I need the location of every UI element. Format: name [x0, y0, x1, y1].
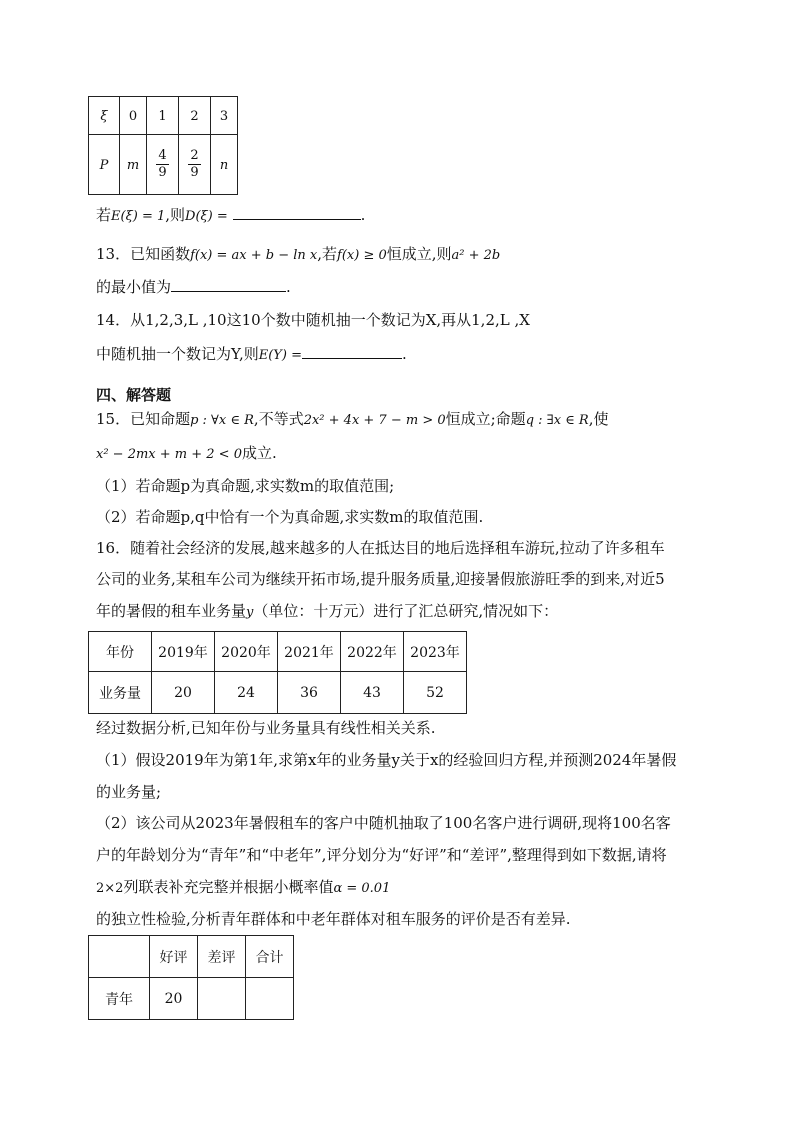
- cell-2: 2: [179, 97, 211, 135]
- cell-two-ninths: $\frac{2}{9}$: [179, 135, 211, 195]
- cell-four-ninths: $\frac{4}{9}$: [147, 135, 179, 195]
- q16-line1: 16．随着社会经济的发展,越来越多的人在抵达目的地后选择租车游玩,拉动了许多租车: [96, 539, 665, 557]
- header-2023: 2023年: [404, 632, 467, 672]
- q12-tail: 若E(ξ) = 1,则D(ξ) = .: [96, 206, 366, 224]
- value-2022: 43: [341, 672, 404, 714]
- cell-0: 0: [120, 97, 147, 135]
- cell-m: m: [120, 135, 147, 195]
- header-total: 合计: [246, 936, 294, 978]
- header-blank: [89, 936, 150, 978]
- value-2021: 36: [278, 672, 341, 714]
- q16-line2: 公司的业务,某租车公司为继续开拓市场,提升服务质量,迎接暑假旅游旺季的到来,对近5: [96, 570, 665, 588]
- cell-n: n: [211, 135, 238, 195]
- value-2023: 52: [404, 672, 467, 714]
- q15-line2: x² − 2mx + m + 2 < 0成立.: [96, 444, 277, 462]
- q16-after-table: 经过数据分析,已知年份与业务量具有线性相关关系.: [96, 719, 436, 737]
- q15-sub1: （1）若命题p为真命题,求实数m的取值范围;: [96, 477, 395, 495]
- q16-sub2-line2: 户的年龄划分为“青年”和“中老年”,评分划分为“好评”和“差评”,整理得到如下数据,请将: [96, 846, 667, 864]
- q16-sub2-line4: 的独立性检验,分析青年群体和中老年群体对租车服务的评价是否有差异.: [96, 910, 571, 928]
- q15-sub2: （2）若命题p,q中恰有一个为真命题,求实数m的取值范围.: [96, 508, 484, 526]
- cell-1: 1: [147, 97, 179, 135]
- q16-sub1-line2: 的业务量;: [96, 783, 162, 801]
- q15-line1: 15．已知命题p : ∀x ∈ R,不等式2x² + 4x + 7 − m > 0恒成立;命题q : ∃x ∈ R,使: [96, 410, 609, 428]
- header-2019: 2019年: [152, 632, 215, 672]
- answer-blank: [171, 277, 286, 292]
- answer-blank: [302, 344, 402, 359]
- header-2020: 2020年: [215, 632, 278, 672]
- cell-p: P: [89, 135, 120, 195]
- q14-line2: 中随机抽一个数记为Y,则E(Y) = .: [96, 345, 407, 363]
- header-good: 好评: [150, 936, 198, 978]
- cell-3: 3: [211, 97, 238, 135]
- q16-line3: 年的暑假的租车业务量y（单位：十万元）进行了汇总研究,情况如下：: [96, 602, 559, 620]
- q16-sub2-line1: （2）该公司从2023年暑假租车的客户中随机抽取了100名客户进行调研,现将100名客: [96, 814, 671, 832]
- business-volume-table: [88, 631, 467, 714]
- value-2020: 24: [215, 672, 278, 714]
- q16-sub1-line1: （1）假设2019年为第1年,求第x年的业务量y关于x的经验回归方程,并预测2024年暑假: [96, 751, 677, 769]
- youth-bad: [198, 978, 246, 1020]
- row-label-volume: 业务量: [89, 672, 152, 714]
- q14-line1: 14．从1,2,3,L ,10这10个数中随机抽一个数记为X,再从1,2,L ,X: [96, 311, 530, 329]
- q13-line1: 13．已知函数f(x) = ax + b − ln x,若f(x) ≥ 0恒成立,则a² + 2b: [96, 245, 501, 263]
- header-year: 年份: [89, 632, 152, 672]
- youth-total: [246, 978, 294, 1020]
- header-2021: 2021年: [278, 632, 341, 672]
- value-2019: 20: [152, 672, 215, 714]
- contingency-table: [88, 935, 294, 1020]
- section-title: 四、解答题: [96, 386, 172, 404]
- q16-sub2-line3: 2×2列联表补充完整并根据小概率值α = 0.01: [96, 878, 391, 896]
- answer-blank: [233, 205, 361, 220]
- header-2022: 2022年: [341, 632, 404, 672]
- distribution-table: [88, 96, 238, 195]
- q13-line2: 的最小值为 .: [96, 278, 291, 296]
- header-bad: 差评: [198, 936, 246, 978]
- cell-xi: ξ: [89, 97, 120, 135]
- row-label-youth: 青年: [89, 978, 150, 1020]
- youth-good: 20: [150, 978, 198, 1020]
